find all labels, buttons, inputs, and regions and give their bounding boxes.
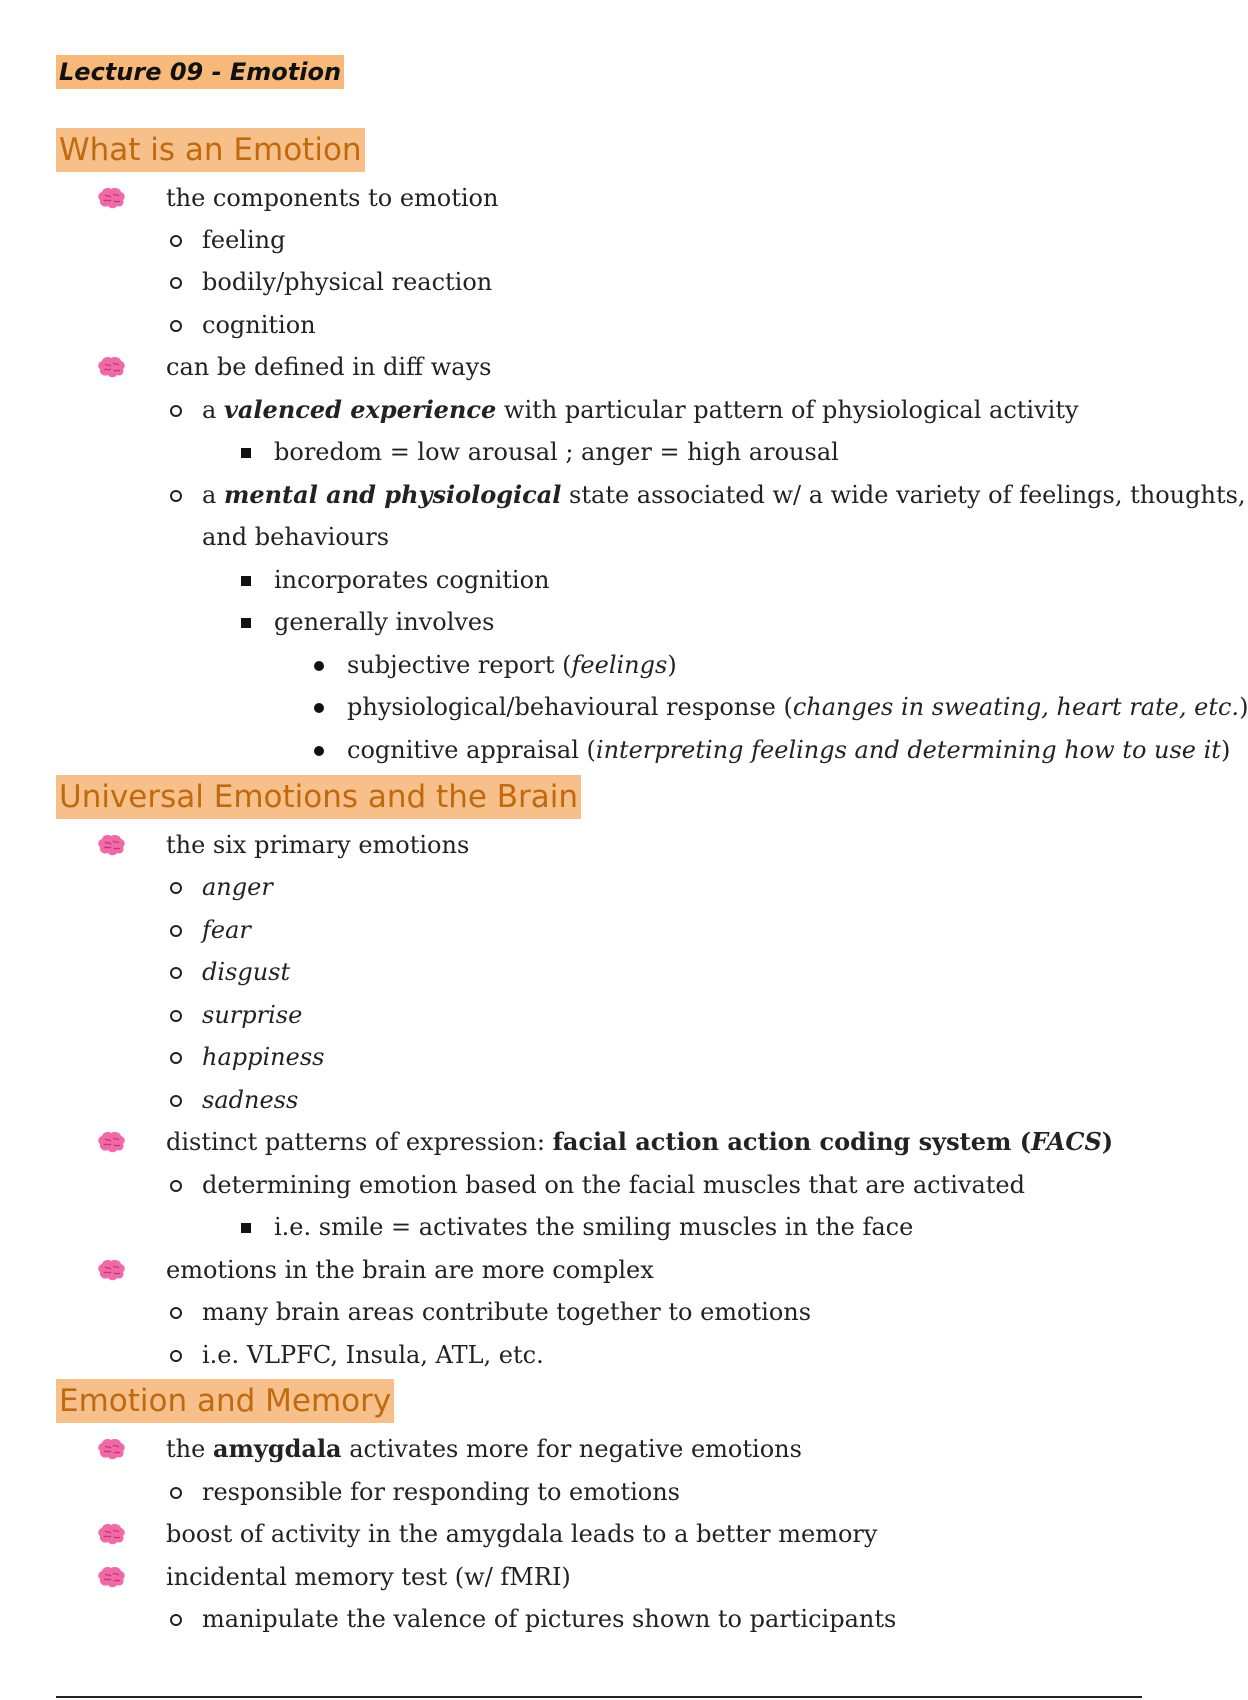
hollow-circle-bullet [170, 277, 182, 289]
list-item: happiness [202, 1042, 324, 1072]
list-item: incidental memory test (w/ fMRI) [166, 1562, 571, 1592]
square-bullet [241, 448, 251, 458]
list-item: fear [202, 915, 251, 945]
hollow-circle-bullet [170, 320, 182, 332]
list-item: physiological/behavioural response (changes in sweating, heart rate, etc.) [347, 692, 1248, 722]
dot-bullet [314, 661, 324, 671]
list-item: feeling [202, 225, 285, 255]
section-heading-emotion-memory: Emotion and Memory [56, 1379, 394, 1423]
dot-bullet [314, 746, 324, 756]
list-item: subjective report (feelings) [347, 650, 677, 680]
hollow-circle-bullet [170, 882, 182, 894]
list-item: cognitive appraisal (interpreting feelings and determining how to use it) [347, 735, 1230, 765]
brain-icon [96, 1258, 126, 1282]
list-item: incorporates cognition [274, 565, 550, 595]
list-item: a mental and physiological state associated w/ a wide variety of feelings, thoughts, [202, 480, 1246, 510]
hollow-circle-bullet [170, 1487, 182, 1499]
list-item: i.e. smile = activates the smiling muscles in the face [274, 1212, 913, 1242]
brain-icon [96, 1130, 126, 1154]
square-bullet [241, 576, 251, 586]
list-item: the amygdala activates more for negative emotions [166, 1434, 802, 1464]
list-item: can be defined in diff ways [166, 352, 491, 382]
hollow-circle-bullet [170, 1614, 182, 1626]
list-item: boredom = low arousal ; anger = high arousal [274, 437, 839, 467]
list-item: a valenced experience with particular pattern of physiological activity [202, 395, 1079, 425]
hollow-circle-bullet [170, 405, 182, 417]
list-item: surprise [202, 1000, 302, 1030]
hollow-circle-bullet [170, 925, 182, 937]
hollow-circle-bullet [170, 490, 182, 502]
list-item: cognition [202, 310, 316, 340]
page-divider [56, 1696, 1142, 1698]
hollow-circle-bullet [170, 1095, 182, 1107]
section-heading-what-is-emotion: What is an Emotion [56, 128, 365, 172]
hollow-circle-bullet [170, 1307, 182, 1319]
section-heading-universal-emotions: Universal Emotions and the Brain [56, 775, 581, 819]
list-item: sadness [202, 1085, 298, 1115]
hollow-circle-bullet [170, 235, 182, 247]
list-item: responsible for responding to emotions [202, 1477, 680, 1507]
brain-icon [96, 1522, 126, 1546]
list-item: manipulate the valence of pictures shown to participants [202, 1604, 896, 1634]
hollow-circle-bullet [170, 1180, 182, 1192]
hollow-circle-bullet [170, 1052, 182, 1064]
list-item: bodily/physical reaction [202, 267, 492, 297]
brain-icon [96, 186, 126, 210]
list-item: many brain areas contribute together to emotions [202, 1297, 811, 1327]
list-item: determining emotion based on the facial muscles that are activated [202, 1170, 1025, 1200]
brain-icon [96, 1565, 126, 1589]
hollow-circle-bullet [170, 1010, 182, 1022]
brain-icon [96, 355, 126, 379]
dot-bullet [314, 703, 324, 713]
list-item: the components to emotion [166, 183, 498, 213]
hollow-circle-bullet [170, 1350, 182, 1362]
lecture-title: Lecture 09 - Emotion [56, 55, 344, 89]
list-item: the six primary emotions [166, 830, 469, 860]
brain-icon [96, 833, 126, 857]
square-bullet [241, 1223, 251, 1233]
list-item: generally involves [274, 607, 494, 637]
list-item-continuation: and behaviours [202, 523, 390, 551]
list-item: disgust [202, 957, 290, 987]
list-item: boost of activity in the amygdala leads to a better memory [166, 1519, 877, 1549]
brain-icon [96, 1437, 126, 1461]
list-item: i.e. VLPFC, Insula, ATL, etc. [202, 1340, 544, 1370]
list-item: distinct patterns of expression: facial action action coding system (FACS) [166, 1127, 1113, 1157]
list-item: anger [202, 872, 273, 902]
list-item: emotions in the brain are more complex [166, 1255, 654, 1285]
hollow-circle-bullet [170, 967, 182, 979]
square-bullet [241, 618, 251, 628]
